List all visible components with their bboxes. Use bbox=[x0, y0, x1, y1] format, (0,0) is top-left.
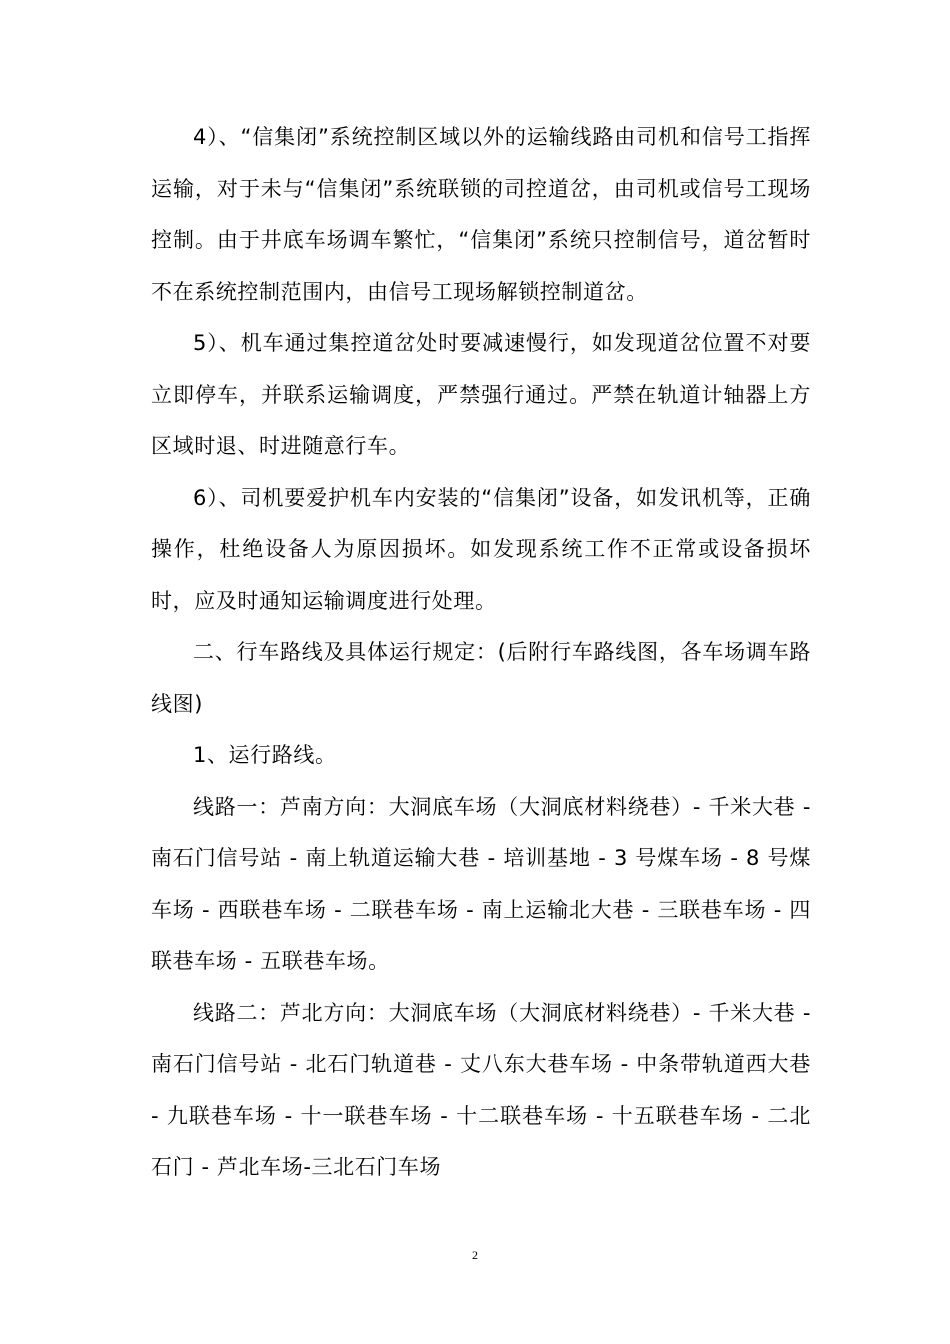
section-heading-routes: 二、行车路线及具体运行规定：(后附行车路线图，各车场调车路线图) bbox=[151, 640, 811, 716]
paragraph-item-4: 4）、“信集闭”系统控制区域以外的运输线路由司机和信号工指挥运输，对于未与“信集闭”系统联锁的司控道岔，由司机或信号工现场控制。由于井底车场调车繁忙，“信集闭”系统只控制信号，道岔暂时不在系统控制范围内，由信号工现场解锁控制道岔。 bbox=[151, 125, 811, 304]
subsection-heading-routes: 1、运行路线。 bbox=[193, 743, 337, 767]
paragraph-item-6: 6）、司机要爱护机车内安装的“信集闭”设备，如发讯机等，正确操作，杜绝设备人为原因损坏。如发现系统工作不正常或设备损坏时，应及时通知运输调度进行处理。 bbox=[151, 485, 811, 613]
route-one-paragraph: 线路一：芦南方向：大洞底车场（大洞底材料绕巷）- 千米大巷 - 南石门信号站 - 南上轨道运输大巷 - 培训基地 - 3 号煤车场 - 8 号煤车场 - 西联巷车场 - 二联巷车场 - 南上运输北大巷 - 三联巷车场 - 四联巷车场 - 五联巷车场。 bbox=[151, 794, 811, 973]
paragraph-item-5: 5）、机车通过集控道岔处时要减速慢行，如发现道岔位置不对要立即停车，并联系运输调度，严禁强行通过。严禁在轨道计轴器上方区域时退、时进随意行车。 bbox=[151, 331, 811, 458]
route-two-paragraph: 线路二：芦北方向：大洞底车场（大洞底材料绕巷）- 千米大巷 - 南石门信号站 - 北石门轨道巷 - 丈八东大巷车场 - 中条带轨道西大巷 - 九联巷车场 - 十一联巷车场 - 十二联巷车场 - 十五联巷车场 - 二北石门 - 芦北车场-三北石门车场 bbox=[151, 1000, 811, 1179]
document-body bbox=[151, 112, 811, 1194]
page-number: 2 bbox=[472, 1248, 478, 1262]
